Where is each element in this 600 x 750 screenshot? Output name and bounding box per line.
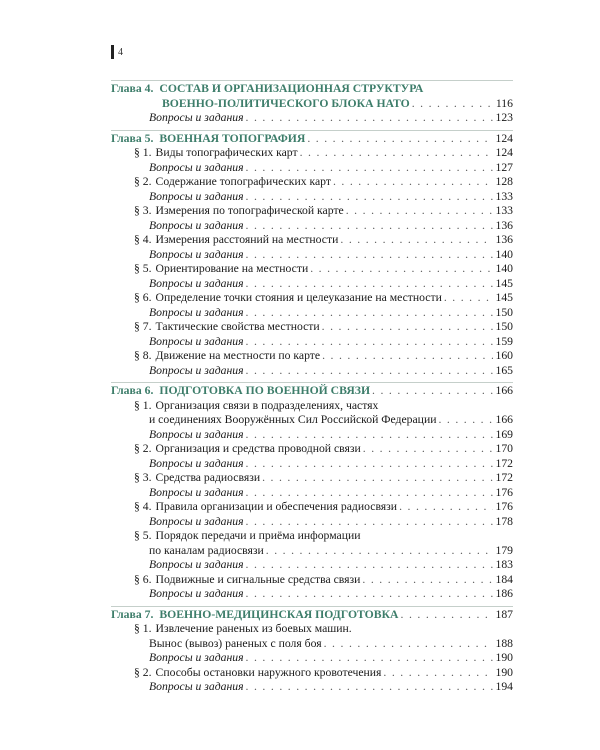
questions-title: Вопросы и задания: [149, 651, 244, 664]
section-entry[interactable]: [111, 637, 513, 652]
section-title: Определение точки стояния и целеуказание на местности: [155, 291, 442, 304]
questions-entry[interactable]: [111, 587, 513, 602]
page-ref: 183: [495, 558, 513, 571]
leader-dots: [246, 277, 494, 292]
leader-dots: [399, 500, 493, 515]
section-number: § 3.: [134, 204, 152, 217]
questions-title: Вопросы и задания: [149, 111, 244, 124]
leader-dots: [307, 132, 493, 147]
questions-title: Вопросы и задания: [149, 587, 244, 600]
page-ref: 194: [495, 680, 513, 693]
page-ref: 166: [495, 384, 513, 397]
questions-title: Вопросы и задания: [149, 363, 244, 377]
questions-title: Вопросы и задания: [149, 160, 244, 174]
section-title: Способы остановки наружного кровотечения: [155, 665, 382, 679]
questions-title: Вопросы и задания: [149, 276, 244, 290]
leader-dots: [246, 219, 494, 234]
section-title: и соединениях Вооружённых Сил Российской Федерации: [149, 413, 437, 426]
leader-dots: [346, 204, 494, 219]
chapter-label: Глава 4.: [111, 82, 154, 95]
questions-entry[interactable]: [111, 190, 513, 205]
leader-dots: [246, 680, 494, 695]
questions-title: Вопросы и задания: [149, 189, 244, 203]
section-number: § 2.: [134, 442, 152, 455]
section-title: Средства радиосвязи: [155, 471, 261, 484]
chapter-block: [111, 382, 513, 602]
leader-dots: [363, 442, 494, 457]
chapter-label: Глава 5.: [111, 131, 154, 145]
leader-dots: [246, 111, 494, 126]
page-header: [111, 44, 123, 60]
questions-entry[interactable]: [111, 457, 513, 472]
section-number: § 2.: [134, 175, 152, 188]
section-entry[interactable]: [111, 233, 513, 248]
leader-dots: [266, 544, 494, 559]
page-ref: 169: [495, 427, 513, 441]
section-number: § 8.: [134, 349, 152, 362]
section-entry[interactable]: [111, 622, 513, 637]
chapter-heading[interactable]: [111, 608, 513, 623]
page-ref: 150: [495, 320, 513, 333]
section-number: § 2.: [134, 665, 152, 679]
questions-entry[interactable]: [111, 515, 513, 530]
leader-dots: [246, 161, 494, 176]
questions-entry[interactable]: [111, 335, 513, 350]
section-number: § 4.: [134, 233, 152, 246]
page-ref: 159: [495, 334, 513, 348]
leader-dots: [322, 320, 494, 335]
section-number: § 4.: [134, 500, 152, 513]
section-number: § 6.: [134, 572, 152, 586]
page-ref: 172: [495, 471, 513, 484]
questions-entry[interactable]: [111, 248, 513, 263]
questions-entry[interactable]: [111, 680, 513, 695]
section-entry[interactable]: [111, 413, 513, 428]
leader-dots: [340, 233, 493, 248]
page-ref: 133: [495, 204, 513, 217]
chapter-heading[interactable]: [111, 97, 513, 112]
page-ref: 170: [495, 442, 513, 455]
leader-dots: [438, 413, 493, 428]
page-ref: 124: [495, 131, 513, 145]
leader-dots: [246, 248, 494, 263]
leader-dots: [333, 175, 494, 190]
page-ref: 165: [495, 363, 513, 377]
section-number: § 1.: [134, 398, 152, 412]
page-ref: 136: [495, 218, 513, 232]
page-ref: 145: [495, 276, 513, 290]
section-number: § 3.: [134, 471, 152, 484]
section-title: Тактические свойства местности: [155, 320, 320, 333]
leader-dots: [246, 651, 494, 666]
leader-dots: [372, 384, 493, 399]
chapter-label: Глава 6.: [111, 384, 154, 397]
section-number: § 1.: [134, 146, 152, 159]
leader-dots: [444, 291, 494, 306]
leader-dots: [246, 335, 494, 350]
questions-title: Вопросы и задания: [149, 334, 244, 348]
chapter-title: ВОЕННО-МЕДИЦИНСКАЯ ПОДГОТОВКА: [159, 607, 399, 621]
section-entry[interactable]: [111, 442, 513, 457]
section-entry[interactable]: [111, 320, 513, 335]
page-ref: 166: [495, 413, 513, 426]
chapter-block: [111, 130, 513, 379]
page-ref: 190: [495, 665, 513, 679]
page-ref: 160: [495, 349, 513, 362]
section-title: Вынос (вывоз) раненых с поля боя: [149, 636, 322, 650]
leader-dots: [246, 515, 494, 530]
section-number: § 1.: [134, 622, 152, 635]
chapter-label: Глава 7.: [111, 607, 154, 621]
page-ref: 128: [495, 175, 513, 188]
section-title: Организация и средства проводной связи: [155, 442, 361, 455]
questions-entry[interactable]: [111, 161, 513, 176]
page-number: 4: [118, 46, 123, 58]
page-ref: 140: [495, 262, 513, 275]
section-entry[interactable]: [111, 349, 513, 364]
section-title: Движение на местности по карте: [155, 349, 321, 362]
questions-entry[interactable]: [111, 428, 513, 443]
questions-title: Вопросы и задания: [149, 218, 244, 232]
leader-dots: [246, 190, 494, 205]
page-ref: 123: [495, 111, 513, 124]
page-ref: 116: [495, 96, 513, 110]
leader-dots: [322, 349, 493, 364]
section-title: Извлечение раненых из боевых машин.: [155, 622, 352, 635]
questions-entry[interactable]: [111, 219, 513, 234]
chapter-title: ПОДГОТОВКА ПО ВОЕННОЙ СВЯЗИ: [159, 384, 371, 397]
questions-title: Вопросы и задания: [149, 456, 244, 470]
questions-title: Вопросы и задания: [149, 558, 244, 571]
section-number: § 5.: [134, 262, 152, 275]
table-of-contents: [111, 80, 513, 695]
chapter-title: СОСТАВ И ОРГАНИЗАЦИОННАЯ СТРУКТУРА: [159, 82, 424, 95]
chapter-heading[interactable]: [111, 82, 513, 97]
chapter-title: ВОЕННО-ПОЛИТИЧЕСКОГО БЛОКА НАТО: [162, 96, 410, 110]
page-ref: 145: [495, 291, 513, 304]
questions-title: Вопросы и задания: [149, 247, 244, 261]
leader-dots: [246, 428, 494, 443]
leader-dots: [324, 637, 494, 652]
page-ref: 187: [495, 607, 513, 621]
page-ref: 150: [495, 305, 513, 319]
section-entry[interactable]: [111, 262, 513, 277]
page-ref: 124: [495, 146, 513, 159]
page-ref: 178: [495, 514, 513, 528]
section-entry[interactable]: [111, 399, 513, 414]
questions-title: Вопросы и задания: [149, 427, 244, 441]
page-ref: 176: [495, 485, 513, 499]
leader-dots: [300, 146, 494, 161]
questions-entry[interactable]: [111, 651, 513, 666]
leader-dots: [383, 666, 493, 681]
section-entry[interactable]: [111, 529, 513, 544]
leader-dots: [262, 471, 493, 486]
section-title: по каналам радиосвязи: [149, 543, 264, 557]
chapter-block: [111, 606, 513, 695]
page-ref: 140: [495, 247, 513, 261]
leader-dots: [362, 573, 493, 588]
leader-dots: [310, 262, 493, 277]
page-ref: 172: [495, 456, 513, 470]
leader-dots: [246, 306, 494, 321]
section-title: Виды топографических карт: [155, 146, 298, 159]
chapter-heading[interactable]: [111, 132, 513, 147]
section-number: § 6.: [134, 291, 152, 304]
leader-dots: [246, 457, 494, 472]
section-title: Ориентирование на местности: [155, 262, 309, 275]
section-number: § 7.: [134, 320, 152, 333]
section-entry[interactable]: [111, 573, 513, 588]
section-entry[interactable]: [111, 175, 513, 190]
questions-entry[interactable]: [111, 364, 513, 379]
questions-entry[interactable]: [111, 111, 513, 126]
section-title: Правила организации и обеспечения радиосвязи: [155, 500, 398, 513]
section-entry[interactable]: [111, 291, 513, 306]
section-title: Измерения расстояний на местности: [155, 233, 339, 246]
section-title: Содержание топографических карт: [155, 175, 331, 188]
header-bar: [111, 45, 114, 59]
leader-dots: [246, 587, 494, 602]
leader-dots: [246, 364, 494, 379]
questions-entry[interactable]: [111, 486, 513, 501]
page-ref: 184: [495, 572, 513, 586]
page-ref: 190: [495, 651, 513, 664]
leader-dots: [412, 97, 494, 112]
questions-title: Вопросы и задания: [149, 485, 244, 499]
questions-entry[interactable]: [111, 306, 513, 321]
section-title: Порядок передачи и приёма информации: [155, 529, 361, 542]
section-entry[interactable]: [111, 544, 513, 559]
section-entry[interactable]: [111, 146, 513, 161]
page-ref: 186: [495, 587, 513, 600]
section-title: Измерения по топографической карте: [155, 204, 344, 217]
page-ref: 127: [495, 160, 513, 174]
leader-dots: [246, 558, 494, 573]
questions-title: Вопросы и задания: [149, 514, 244, 528]
section-title: Организация связи в подразделениях, частях: [155, 398, 379, 412]
questions-title: Вопросы и задания: [149, 680, 244, 693]
questions-entry[interactable]: [111, 558, 513, 573]
page-ref: 136: [495, 233, 513, 246]
leader-dots: [401, 608, 494, 623]
chapter-block: [111, 80, 513, 126]
section-entry[interactable]: [111, 500, 513, 515]
page-ref: 188: [495, 636, 513, 650]
section-entry[interactable]: [111, 666, 513, 681]
section-number: § 5.: [134, 529, 152, 542]
section-entry[interactable]: [111, 471, 513, 486]
chapter-title: ВОЕННАЯ ТОПОГРАФИЯ: [159, 131, 306, 145]
section-entry[interactable]: [111, 204, 513, 219]
questions-entry[interactable]: [111, 277, 513, 292]
questions-title: Вопросы и задания: [149, 305, 244, 319]
page-ref: 176: [495, 500, 513, 513]
section-title: Подвижные и сигнальные средства связи: [155, 572, 361, 586]
page-ref: 179: [495, 543, 513, 557]
chapter-heading[interactable]: [111, 384, 513, 399]
page-ref: 133: [495, 189, 513, 203]
leader-dots: [246, 486, 494, 501]
